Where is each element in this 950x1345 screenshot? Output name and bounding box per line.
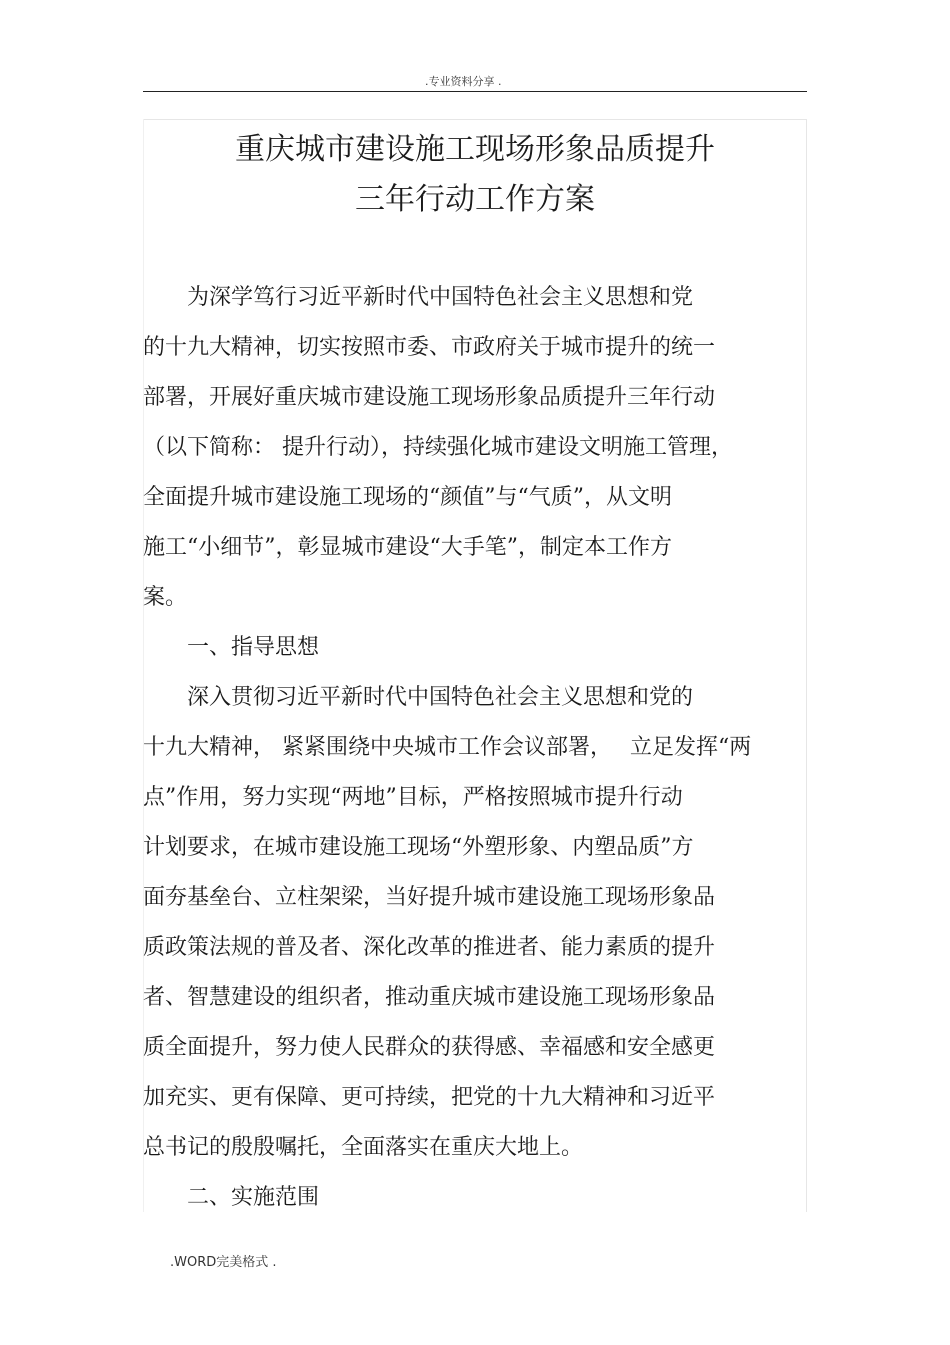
body-line: 质政策法规的普及者、深化改革的推进者、能力素质的提升	[143, 935, 716, 960]
page-footer-text: .WORD完美格式 .	[170, 1255, 277, 1270]
body-line: 加充实、更有保障、更可持续，把党的十九大精神和习近平	[143, 1085, 716, 1110]
body-line: 案。	[143, 585, 188, 610]
body-line: 面夯基垒台、立柱架梁，当好提升城市建设施工现场形象品	[143, 885, 716, 910]
body-line: 为深学笃行习近平新时代中国特色社会主义思想和党	[143, 285, 694, 310]
body-line: 深入贯彻习近平新时代中国特色社会主义思想和党的	[143, 685, 694, 710]
content-frame-top	[143, 119, 807, 120]
content-frame-right	[806, 119, 807, 1212]
body-line: 全面提升城市建设施工现场的“颜值”与“气质”，从文明	[143, 485, 672, 510]
header-rule	[143, 91, 807, 92]
document-title-line-2: 三年行动工作方案	[355, 182, 595, 217]
section-heading: 一、指导思想	[143, 635, 320, 660]
body-line: 十九大精神， 紧紧围绕中央城市工作会议部署， 立足发挥“两	[143, 735, 752, 760]
page-header-text: .专业资料分享 .	[425, 75, 502, 88]
body-line: 点”作用，努力实现“两地”目标，严格按照城市提升行动	[143, 785, 683, 810]
body-line: （以下简称： 提升行动），持续强化城市建设文明施工管理，	[143, 435, 733, 460]
body-line: 者、智慧建设的组织者，推动重庆城市建设施工现场形象品	[143, 985, 716, 1010]
body-line: 质全面提升，努力使人民群众的获得感、幸福感和安全感更	[143, 1035, 716, 1060]
body-line: 施工“小细节”，彰显城市建设“大手笔”，制定本工作方	[143, 535, 672, 560]
section-heading: 二、实施范围	[143, 1185, 320, 1210]
body-line: 计划要求，在城市建设施工现场“外塑形象、内塑品质”方	[143, 835, 694, 860]
body-line: 的十九大精神，切实按照市委、市政府关于城市提升的统一	[143, 335, 716, 360]
document-title-line-1: 重庆城市建设施工现场形象品质提升	[235, 132, 715, 167]
body-line: 部署，开展好重庆城市建设施工现场形象品质提升三年行动	[143, 385, 716, 410]
body-line: 总书记的殷殷嘱托，全面落实在重庆大地上。	[143, 1135, 584, 1160]
